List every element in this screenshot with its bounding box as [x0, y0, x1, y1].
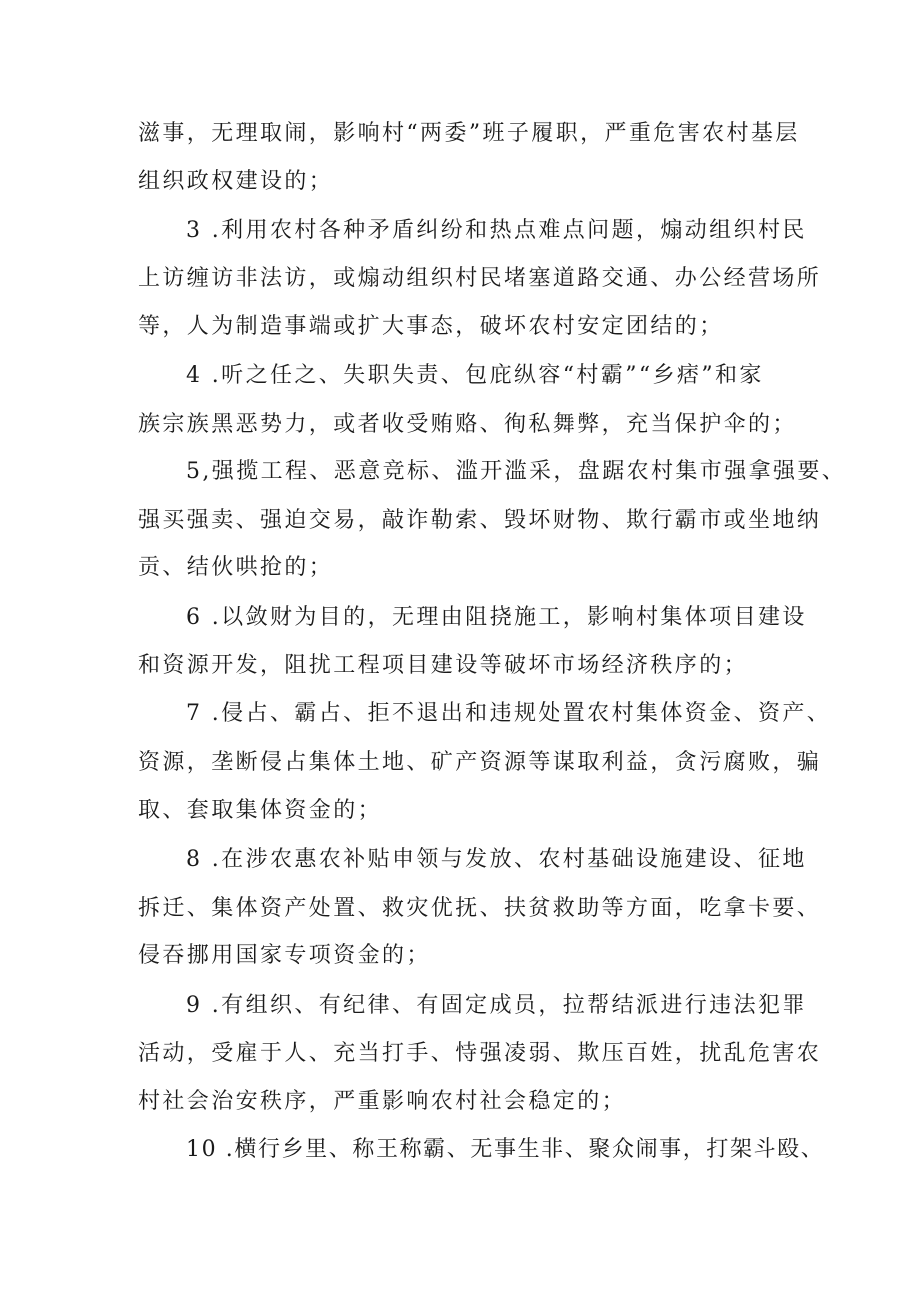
list-item-4-line: 4 .听之任之、失职失责、包庇纵容“村霸”“乡痞”和家: [186, 363, 764, 388]
text-line: 取、套取集体资金的；: [138, 798, 383, 823]
text-line: 村社会治安秩序，严重影响农村社会稳定的；: [138, 1089, 627, 1114]
list-item-10-line: 10 .横行乡里、称王称霸、无事生非、聚众闹事，打架斗殴、: [186, 1137, 825, 1162]
text-line: 组织政权建设的；: [138, 169, 334, 194]
text-line: 资源，垄断侵占集体土地、矿产资源等谋取利益，贪污腐败，骗: [138, 750, 822, 775]
text-line: 和资源开发，阻扰工程项目建设等破坏市场经济秩序的；: [138, 653, 749, 678]
list-item-6-line: 6 .以敛财为目的，无理由阻挠施工，影响村集体项目建设: [186, 605, 807, 630]
list-item-5-line: 5,强揽工程、恶意竞标、滥开滥采，盘踞农村集市强拿强要、: [186, 459, 847, 484]
text-line: 贡、结伙哄抢的；: [138, 555, 334, 580]
text-line: 活动，受雇于人、充当打手、恃强凌弱、欺压百姓，扰乱危害农: [138, 1041, 822, 1066]
list-item-8-line: 8 .在涉农惠农补贴申领与发放、农村基础设施建设、征地: [186, 847, 807, 872]
text-line: 拆迁、集体资产处置、救灾优抚、扶贫救助等方面，吃拿卡要、: [138, 896, 822, 921]
text-line: 上访缠访非法访，或煽动组织村民堵塞道路交通、办公经营场所: [138, 266, 822, 291]
text-line: 等，人为制造事端或扩大事态，破坏农村安定团结的；: [138, 314, 724, 339]
text-line: 强买强卖、强迫交易，敲诈勒索、毁坏财物、欺行霸市或坐地纳: [138, 508, 822, 533]
text-line: 族宗族黑恶势力，或者收受贿赂、徇私舞弊，充当保护伞的；: [138, 412, 797, 437]
text-line: 滋事，无理取闹，影响村“两委”班子履职，严重危害农村基层: [138, 121, 800, 146]
list-item-7-line: 7 .侵占、霸占、拒不退出和违规处置农村集体资金、资产、: [186, 701, 832, 726]
list-item-3-line: 3 .利用农村各种矛盾纠纷和热点难点问题，煽动组织村民: [186, 218, 807, 243]
list-item-9-line: 9 .有组织、有纪律、有固定成员，拉帮结派进行违法犯罪: [186, 993, 807, 1018]
text-line: 侵吞挪用国家专项资金的；: [138, 943, 431, 968]
